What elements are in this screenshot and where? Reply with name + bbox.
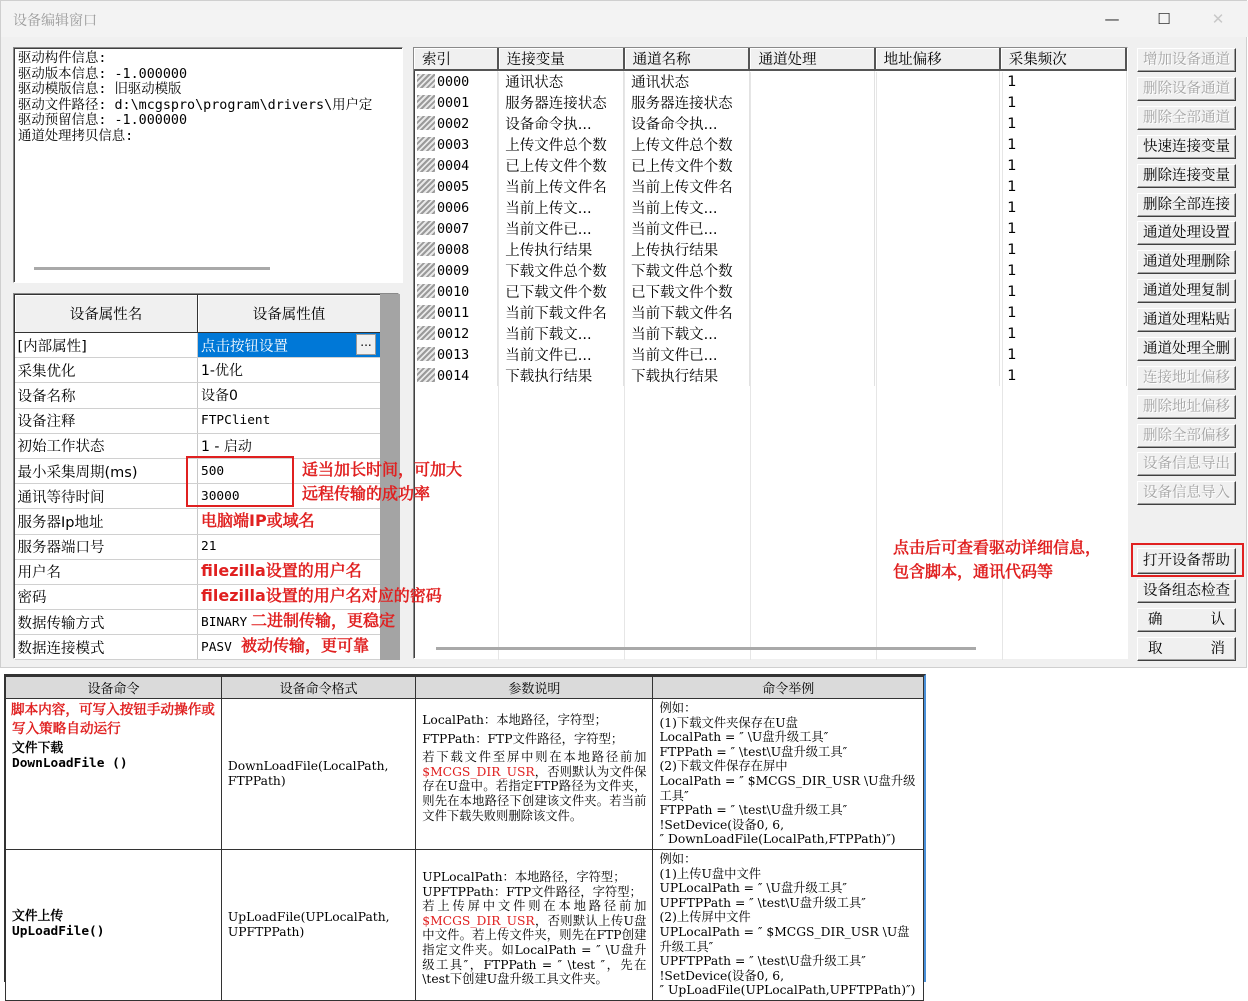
channel-index: 0005 — [437, 179, 470, 195]
channel-row[interactable] — [414, 92, 1126, 113]
channel-index: 0006 — [437, 200, 470, 216]
channel-variable: 上传执行结果 — [498, 239, 624, 260]
delete-address-offset-button[interactable]: 删除地址偏移 — [1137, 395, 1236, 419]
channel-row[interactable] — [414, 344, 1126, 365]
channel-frequency: 1 — [1000, 70, 1126, 92]
channel-index: 0000 — [437, 74, 470, 90]
maximize-icon[interactable]: ☐ — [1157, 10, 1171, 28]
channel-frequency: 1 — [1000, 113, 1126, 134]
driver-info-panel[interactable] — [13, 47, 403, 283]
channel-name: 下载执行结果 — [624, 365, 750, 386]
channel-variable: 下载文件总个数 — [498, 260, 624, 281]
property-row[interactable] — [15, 509, 381, 534]
channel-index: 0009 — [437, 263, 470, 279]
property-row[interactable] — [15, 358, 381, 383]
doc-header-format: 设备命令格式 — [221, 677, 415, 699]
channel-name: 设备命令执... — [624, 113, 750, 134]
annotation-server-ip: 电脑端IP或域名 — [201, 511, 315, 530]
channel-name: 当前下载文件名 — [624, 302, 750, 323]
channel-icon — [417, 116, 435, 130]
channel-index: 0011 — [437, 305, 470, 321]
channel-frequency: 1 — [1000, 176, 1126, 197]
column-header-processing[interactable]: 通道处理 — [749, 48, 874, 70]
device-config-check-button[interactable]: 设备组态检查 — [1137, 579, 1236, 603]
channel-index: 0014 — [437, 368, 470, 384]
driver-info-line: 驱动版本信息: -1.000000 — [18, 66, 188, 82]
confirm-button[interactable]: 确 认 — [1137, 608, 1236, 632]
channel-icon — [417, 305, 435, 319]
channel-name: 当前文件已... — [624, 218, 750, 239]
channel-name: 服务器连接状态 — [624, 92, 750, 113]
property-name: 设备注释 — [15, 408, 198, 433]
doc-note: 写入策略自动运行 — [12, 720, 121, 737]
property-name: 最小采集周期(ms) — [15, 458, 198, 483]
channel-variable: 当前上传文... — [498, 197, 624, 218]
channel-variable: 上传文件总个数 — [498, 134, 624, 155]
annotation-period: 适当加长时间，可加大 — [302, 460, 463, 479]
channel-variable: 已下载文件个数 — [498, 281, 624, 302]
delete-all-channels-button[interactable]: 删除全部通道 — [1137, 106, 1236, 130]
highlight-box — [186, 456, 294, 507]
channel-name: 已下载文件个数 — [624, 281, 750, 302]
property-name: 服务器端口号 — [15, 534, 198, 559]
channel-row[interactable] — [414, 365, 1126, 386]
channel-name: 下载文件总个数 — [624, 260, 750, 281]
property-value[interactable]: 点击按钮设置 ... — [198, 333, 381, 358]
column-header-frequency[interactable]: 采集频次 — [1000, 48, 1126, 70]
channel-row[interactable] — [414, 70, 1126, 92]
channel-frequency: 1 — [1000, 197, 1126, 218]
channel-index: 0007 — [437, 221, 470, 237]
channel-frequency: 1 — [1000, 92, 1126, 113]
doc-note: 脚本内容，可写入按钮手动操作或 — [11, 702, 215, 718]
channel-icon — [417, 347, 435, 361]
open-device-help-button[interactable]: 打开设备帮助 — [1137, 548, 1236, 574]
channel-icon — [417, 242, 435, 256]
channel-name: 上传文件总个数 — [624, 134, 750, 155]
property-row[interactable] — [15, 433, 381, 458]
channel-index: 0004 — [437, 158, 470, 174]
annotation-help: 点击后可查看驱动详细信息， — [893, 538, 1102, 557]
channel-row[interactable] — [414, 239, 1126, 260]
channel-variable: 当前下载文... — [498, 323, 624, 344]
doc-param: UPFTPPath：FTP文件路径，字符型； — [422, 884, 642, 899]
channel-icon — [417, 95, 435, 109]
doc-header-params: 参数说明 — [416, 677, 653, 699]
channel-name: 当前上传文件名 — [624, 176, 750, 197]
channel-processing-delete-all-button[interactable]: 通道处理全删 — [1137, 337, 1236, 361]
driver-info-line: 驱动预留信息: -1.000000 — [18, 113, 188, 129]
channel-index: 0003 — [437, 137, 470, 153]
driver-info-line: 驱动构件信息: — [18, 51, 107, 66]
channel-row[interactable] — [414, 176, 1126, 197]
property-name: 用户名 — [15, 559, 198, 584]
doc-param-variable: $MCGS_DIR_USR — [422, 764, 535, 779]
channel-variable: 当前文件已... — [498, 218, 624, 239]
column-header-address-offset[interactable]: 地址偏移 — [875, 48, 1000, 70]
connect-address-offset-button[interactable]: 连接地址偏移 — [1137, 366, 1236, 390]
channel-index: 0008 — [437, 242, 470, 258]
property-value[interactable]: FTPClient — [198, 408, 381, 433]
property-name: 采集优化 — [15, 358, 198, 383]
delete-all-connections-button[interactable]: 删除全部连接 — [1137, 193, 1236, 217]
channel-frequency: 1 — [1000, 365, 1126, 386]
channel-index: 0010 — [437, 284, 470, 300]
channel-variable: 设备命令执... — [498, 113, 624, 134]
channel-icon — [417, 158, 435, 172]
doc-header-command: 设备命令 — [6, 677, 222, 699]
channel-index: 0002 — [437, 116, 470, 132]
doc-param: UPLocalPath：本地路径，字符型； — [422, 869, 626, 884]
cancel-button[interactable]: 取 消 — [1137, 637, 1236, 661]
annotation-connection-mode: 被动传输，更可靠 — [241, 636, 370, 655]
doc-command-en: UpLoadFile() — [12, 923, 105, 939]
channel-row[interactable] — [414, 323, 1126, 344]
channel-row[interactable] — [414, 197, 1126, 218]
property-value[interactable]: 30000 — [198, 484, 381, 509]
channel-variable: 当前下载文件名 — [498, 302, 624, 323]
channel-row[interactable] — [414, 134, 1126, 155]
channel-frequency: 1 — [1000, 323, 1126, 344]
title-bar — [1, 1, 1248, 37]
property-row[interactable] — [15, 383, 381, 408]
channel-row[interactable] — [414, 281, 1126, 302]
channel-frequency: 1 — [1000, 260, 1126, 281]
property-name: 设备名称 — [15, 383, 198, 408]
channel-processing-settings-button[interactable]: 通道处理设置 — [1137, 221, 1236, 245]
property-value[interactable]: 1-优化 — [198, 358, 381, 383]
channel-variable: 已上传文件个数 — [498, 155, 624, 176]
channel-variable: 当前上传文件名 — [498, 176, 624, 197]
import-device-info-button[interactable]: 设备信息导入 — [1137, 481, 1236, 505]
channel-icon — [417, 263, 435, 277]
channel-row[interactable] — [414, 260, 1126, 281]
property-value-header: 设备属性值 — [198, 295, 381, 333]
annotation-period: 远程传输的成功率 — [302, 484, 431, 503]
channel-name: 当前文件已... — [624, 344, 750, 365]
channel-row[interactable] — [414, 155, 1126, 176]
doc-command-cn: 文件下载 — [12, 741, 64, 756]
channel-icon — [417, 74, 435, 88]
channel-frequency: 1 — [1000, 344, 1126, 365]
close-icon[interactable]: ✕ — [1211, 10, 1225, 28]
property-name-header: 设备属性名 — [15, 295, 198, 333]
property-name: 数据连接模式 — [15, 635, 198, 660]
annotation-help: 包含脚本，通讯代码等 — [893, 562, 1054, 581]
property-name: [内部属性] — [15, 333, 198, 358]
annotation-username: filezilla设置的用户名 — [201, 561, 362, 580]
channel-icon — [417, 326, 435, 340]
channel-row[interactable] — [414, 113, 1126, 134]
horizontal-scrollbar[interactable] — [436, 647, 976, 650]
property-value[interactable]: 500 — [198, 458, 381, 483]
doc-command-cn: 文件上传 — [12, 909, 64, 925]
delete-channel-button[interactable]: 删除设备通道 — [1137, 77, 1236, 101]
channel-name: 上传执行结果 — [624, 239, 750, 260]
channel-name: 已上传文件个数 — [624, 155, 750, 176]
channel-processing-paste-button[interactable]: 通道处理粘贴 — [1137, 308, 1236, 332]
channel-index: 0001 — [437, 95, 470, 111]
channel-name: 当前下载文... — [624, 323, 750, 344]
channel-icon — [417, 221, 435, 235]
channel-processing-copy-button[interactable]: 通道处理复制 — [1137, 279, 1236, 303]
delete-connect-variable-button[interactable]: 删除连接变量 — [1137, 164, 1236, 188]
channel-index: 0012 — [437, 326, 470, 342]
channel-row[interactable] — [414, 218, 1126, 239]
channel-frequency: 1 — [1000, 218, 1126, 239]
channel-frequency: 1 — [1000, 281, 1126, 302]
doc-param: FTPPath：FTP文件路径，字符型； — [422, 731, 624, 746]
property-name: 数据传输方式 — [15, 610, 198, 635]
doc-command-en: DownLoadFile () — [12, 755, 128, 771]
property-value[interactable]: 1 - 启动 — [198, 433, 381, 458]
property-value[interactable]: 21 — [198, 534, 381, 559]
export-device-info-button[interactable]: 设备信息导出 — [1137, 452, 1236, 476]
channel-frequency: 1 — [1000, 239, 1126, 260]
channel-variable: 通讯状态 — [498, 70, 624, 92]
column-header-channel-name[interactable]: 通道名称 — [624, 48, 750, 70]
channel-variable: 下载执行结果 — [498, 365, 624, 386]
channel-name: 通讯状态 — [624, 70, 750, 92]
driver-info-line: 驱动模版信息: 旧驱动模版 — [18, 82, 182, 98]
channel-icon — [417, 179, 435, 193]
quick-connect-variable-button[interactable]: 快速连接变量 — [1137, 135, 1236, 159]
doc-format: DownLoadFile(LocalPath, FTPPath) — [221, 699, 415, 850]
channel-variable: 当前文件已... — [498, 344, 624, 365]
channel-frequency: 1 — [1000, 302, 1126, 323]
doc-format: UpLoadFile(UPLocalPath, UPFTPPath) — [221, 849, 415, 1000]
horizontal-scrollbar[interactable] — [34, 267, 270, 270]
channel-frequency: 1 — [1000, 134, 1126, 155]
channel-processing-delete-button[interactable]: 通道处理删除 — [1137, 250, 1236, 274]
channel-frequency: 1 — [1000, 155, 1126, 176]
property-name: 服务器Ip地址 — [15, 509, 198, 534]
channel-name: 当前上传文... — [624, 197, 750, 218]
add-channel-button[interactable]: 增加设备通道 — [1137, 48, 1236, 72]
driver-info-line: 通道处理拷贝信息: — [18, 128, 134, 144]
property-name: 密码 — [15, 584, 198, 609]
channel-icon — [417, 200, 435, 214]
delete-all-offsets-button[interactable]: 删除全部偏移 — [1137, 424, 1236, 448]
doc-param: LocalPath：本地路径，字符型； — [422, 713, 607, 727]
channel-icon — [417, 284, 435, 298]
annotation-password: filezilla设置的用户名对应的密码 — [201, 586, 442, 605]
property-name: 通讯等待时间 — [15, 484, 198, 509]
column-header-variable[interactable]: 连接变量 — [498, 48, 624, 70]
channel-row[interactable] — [414, 302, 1126, 323]
doc-header-example: 命令举例 — [653, 677, 924, 699]
channel-variable: 服务器连接状态 — [498, 92, 624, 113]
property-row[interactable] — [15, 333, 381, 358]
channel-index: 0013 — [437, 347, 470, 363]
doc-param-variable: $MCGS_DIR_USR — [422, 913, 535, 928]
window-title: 设备编辑窗口 — [13, 13, 97, 29]
ellipsis-button[interactable]: ... — [356, 334, 376, 355]
property-value[interactable]: 设备0 — [198, 383, 381, 408]
command-doc-table: 设备命令 设备命令格式 参数说明 命令举例 脚本内容，可写入按钮手动操作或 写入策略自动运行 文件下载 DownLoadFile () DownLoadFile(LocalPath, FTPPath) LocalPath：本地路径，字符型； FTPPath：FTP文件路径，字符型； 若下载文件至屏中则在本地路径前加$MCGS_DIR_USR，否则默认为文件保存在U盘中。若指定FTP路径为文件夹，则先在本地路径下创建该文件夹。若当前文件下载失败则删除该文件。 例如： (1)下载文件夹保存在U盘 LocalPath = ″ \U盘升级工具″ FTPPath = ″ \test\U盘升级工具″ (2)下载文件保存在屏中 LocalPath = ″ $MCGS_DIR_USR \U盘升级工具″ FTPPath = ″ \test\U盘升级工具″ !SetDevice(设备0, 6, ″ DownLoadFile(LocalPath,FTPPath)″) 文件上传 UpLoadFile() UpLoadFile(UPLocalPath, UPFTPPath) UPLocalPath：本地路径，字符型； UPFTPPath：FTP文件路径，字符型； 若上传屏中文件则在本地路径前加$MCGS_DIR_USR，否则默认上传U盘中文件。若上传文件夹，则先在FTP创建指定文件夹。如LocalPath = ″ \U盘升级工具″，FTPPath = ″ \test ″，先在\test下创建U盘升级工具文件夹。 例如： (1)上传U盘中文件 UPLocalPath = ″ \U盘升级工具″ UPFTPPath = ″ \test\U盘升级工具″ (2)上传屏中文件 UPLocalPath = ″ $MCGS_DIR_USR \U盘升级工具″ UPFTPPath = ″ \test\U盘升级工具″ !SetDevice(设备0, 6, ″ UpLoadFile(UPLocalPath,UPFTPPath)″) — [4, 674, 926, 982]
minimize-icon[interactable]: — — [1104, 10, 1120, 28]
channel-icon — [417, 368, 435, 382]
column-header-index[interactable]: 索引 — [414, 48, 498, 70]
property-value[interactable]: BINARY — [198, 610, 381, 635]
highlight-box — [1131, 543, 1244, 577]
annotation-transfer-mode: 二进制传输，更稳定 — [251, 611, 396, 630]
property-name: 初始工作状态 — [15, 433, 198, 458]
channel-icon — [417, 137, 435, 151]
property-row[interactable] — [15, 408, 381, 433]
driver-info-line: 驱动文件路径: d:\mcgspro\program\drivers\用户定 — [18, 97, 373, 113]
property-row[interactable] — [15, 534, 381, 559]
property-value[interactable]: PASV — [198, 635, 381, 660]
